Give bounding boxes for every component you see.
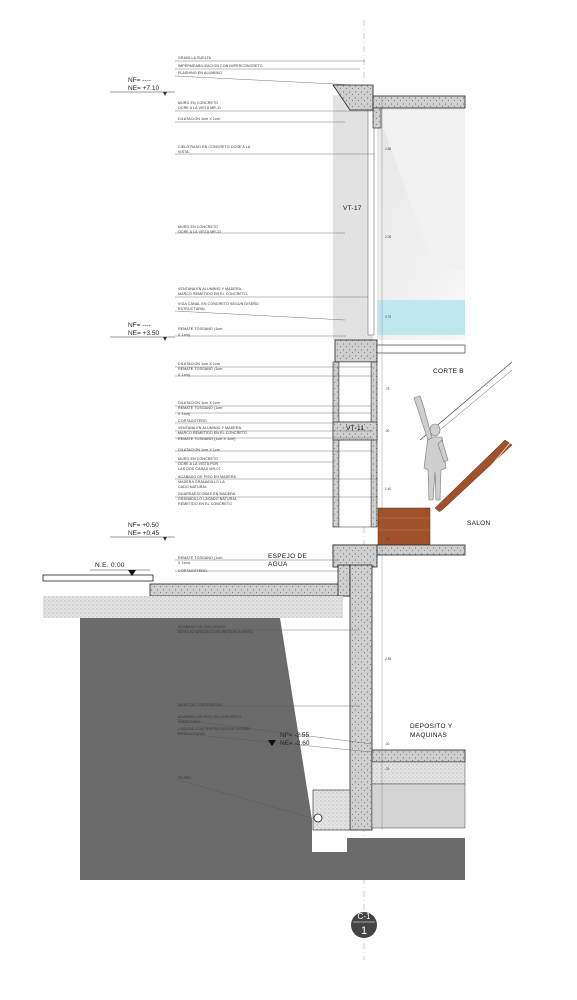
svg-text:NE= -2.60: NE= -2.60	[280, 740, 310, 747]
annotation: X 1cm)	[178, 333, 190, 337]
annotation: REMATE TOSGANO (1cm	[178, 327, 223, 331]
mid-slab-right	[377, 345, 465, 353]
annotation: VENTANA EN ALUMINIO Y MADERA.	[178, 426, 243, 430]
vt11-label: VT-11	[346, 425, 365, 432]
annotation: DILATACION 1cm X 1cm	[178, 117, 221, 121]
basement-gravel	[372, 784, 465, 828]
svg-text:NE= +3.50: NE= +3.50	[128, 330, 160, 337]
annotation: DILATACION 1cm X 1cm	[178, 448, 221, 452]
dimension-label: 2.85	[385, 657, 392, 661]
annotation: MARCO REMETIDO EN EL CONCRETO.	[178, 431, 249, 435]
terrace	[43, 575, 153, 581]
annotation: OCRE A LA VISTA POR	[178, 462, 219, 466]
filter-pipe	[314, 814, 322, 822]
annotation: ESTRUCTURA EN CONCRETO A LA VISTA	[178, 630, 253, 634]
annotation: CIELO RASO EN CONCRETO OCRE A LA	[178, 145, 251, 149]
lower-window	[339, 440, 371, 527]
level-ground	[110, 522, 175, 541]
annotation: ESTRUCTURAL	[178, 732, 206, 736]
annotation: REMATE TOSGANO (1cm	[178, 367, 223, 371]
dimension-label: .30	[385, 429, 390, 433]
annotation: DILATACION 1cm X 1cm	[178, 362, 221, 366]
level-top	[110, 77, 175, 96]
svg-text:NF= +0.50: NF= +0.50	[128, 522, 159, 529]
dimension-label: 2.05	[385, 235, 392, 239]
dimension-label: .75	[385, 387, 390, 391]
pool-slab	[150, 584, 350, 596]
annotation: REMETIDO EN EL CONCRETO	[178, 502, 233, 506]
annotation: LOSA DE CONTRAPISO SEGUN DISEÑO	[178, 727, 250, 731]
annotation: CORTAGOTERO.	[178, 569, 209, 573]
svg-text:NF= ----: NF= ----	[128, 322, 151, 329]
annotation: X 1cm)	[178, 412, 190, 416]
svg-text:N.E. 0.00: N.E. 0.00	[95, 562, 125, 569]
svg-text:NE= +7.10: NE= +7.10	[128, 85, 160, 92]
annotation: X 1cm)	[178, 561, 190, 565]
annotation: X 1cm)	[178, 373, 190, 377]
annotation: IMPERMEABILIZACION CON IMPERCONCRETO	[178, 64, 263, 68]
annotation: MARCO REMETIDO EN EL CONCRETO.	[178, 292, 249, 296]
annotation: FLASHING EN ALUMINIO	[178, 71, 223, 75]
annotation: VENTANA EN ALUMINIO Y MADERA.	[178, 287, 243, 291]
annotation: REMATE TOSGANO (1cm	[178, 556, 223, 560]
annotation: LAS DOS CARAS MR-07	[178, 467, 221, 471]
dimension-label: .30	[385, 742, 390, 746]
deposito-label-2: MAQUINAS	[410, 732, 448, 739]
vt17-window	[368, 110, 374, 335]
annotation: OCRE A LA VISTA MR-11	[178, 106, 222, 110]
level-arrow-icon	[163, 337, 167, 341]
annotation: MADERA GRANADILLO LA	[178, 480, 225, 484]
mid-slab	[335, 340, 377, 362]
annotation: CORTAGOTERO.	[178, 419, 209, 423]
human-figure	[414, 396, 448, 500]
annotation: ACABADO DE PISO EN MADERA	[178, 475, 237, 479]
pool-wall	[338, 565, 350, 596]
mid-wall-inner	[371, 362, 377, 527]
facade-band	[333, 95, 373, 340]
section-sheet: C-1	[357, 912, 371, 921]
annotation: GRANADILLO LACADO NATURAL	[178, 497, 237, 501]
dimension-label: 2.85	[385, 147, 392, 151]
level-mid	[110, 322, 175, 341]
deposito-label-1: DEPOSITO Y	[410, 723, 453, 730]
retaining-wall	[350, 565, 372, 830]
annotation: ACABADO DE CIELORASO	[178, 625, 226, 629]
basement-fill	[372, 762, 465, 784]
footing	[313, 790, 350, 830]
dimension-label: .25	[385, 767, 390, 771]
annotation: MURO DE CONTENCION	[178, 703, 222, 707]
level-arrow-icon	[163, 537, 167, 541]
annotation: MURO EN CONCRETO	[178, 457, 219, 461]
svg-text:NF= -2.55: NF= -2.55	[280, 732, 310, 739]
soil-hatch	[43, 596, 343, 618]
basement-slab	[372, 750, 465, 762]
level-ne-zero	[90, 562, 150, 576]
annotation: REMATE TOSGANO (1cm X 1cm)	[178, 437, 236, 441]
salon-label: SALON	[467, 520, 491, 527]
ground-beam	[333, 545, 377, 567]
annotation: ESTRUCTURAL	[178, 307, 206, 311]
annotation: GUARDAESCOBAS EN MADERA	[178, 492, 236, 496]
annotation: DILATACION 1cm X 1cm	[178, 401, 221, 405]
dimension-label: 1.40	[385, 487, 392, 491]
annotation: VISTA.	[178, 150, 190, 154]
annotation: FILTRO	[178, 776, 192, 780]
dimension-label: .50	[385, 537, 390, 541]
dimension-label: 0.75	[385, 315, 392, 319]
annotation: GRAVILLA SUELTA	[178, 56, 212, 60]
section-marker	[351, 912, 377, 938]
corte-b-label: CORTE B	[433, 368, 464, 375]
mid-wall	[333, 362, 339, 527]
annotation: ESMALTADO	[178, 720, 201, 724]
soil-mass	[80, 618, 465, 880]
svg-text:NE= +0.45: NE= +0.45	[128, 530, 160, 537]
vt17-label: VT-17	[343, 205, 362, 212]
annotation: REMATE TOSGANO (1cm	[178, 406, 223, 410]
svg-text:NF= ----: NF= ----	[128, 77, 151, 84]
section-number: 1	[360, 925, 368, 937]
annotation: CADO NATURAL	[178, 485, 208, 489]
espejo-label-1: ESPEJO DE	[268, 553, 308, 560]
annotation: MURO EN CONCRETO	[178, 101, 219, 105]
level-arrow-icon	[163, 92, 167, 96]
annotation: MURO EN CONCRETO	[178, 225, 219, 229]
roof-slab	[373, 96, 465, 108]
annotation: VIGA CANAL EN CONCRETO SEGUN DISEÑO	[178, 302, 259, 306]
espejo-label-2: AGUA	[268, 561, 288, 568]
annotation: ACABADO DE PISO EN CONCRETO	[178, 715, 242, 719]
annotation: OCRE A LA VISTA MR-11	[178, 230, 222, 234]
